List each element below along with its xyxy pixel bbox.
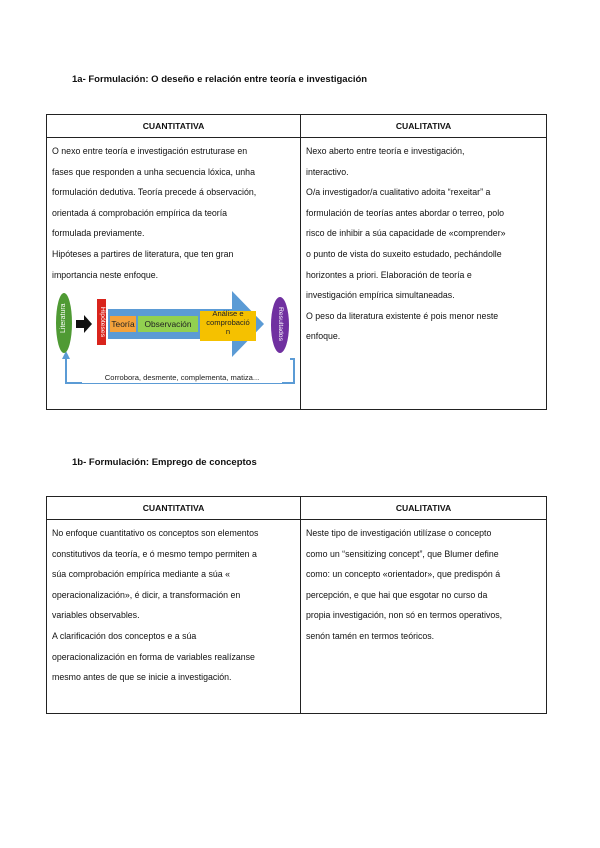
resultados-label: Resultados [277, 307, 284, 342]
text-line: formulación de teorías antes abordar o terreo, polo [306, 207, 505, 218]
table-b-header-quant: CUANTITATIVA [47, 497, 301, 520]
text-line: risco de inhibir a súa capacidade de «comprender» [306, 228, 506, 239]
text-line: operacionalización», é dicir, a transformación en [52, 589, 241, 600]
text-line: mesmo antes de que se inicie a investigación. [52, 672, 232, 683]
text-line: O nexo entre teoría e investigación estruturase en [52, 146, 248, 156]
text-line: O peso da literatura existente é pois menor neste [306, 310, 499, 321]
analise-label-line: comprobació [206, 318, 250, 328]
analise-label [200, 309, 256, 336]
text-line: o punto de vista do suxeito estudado, pechándolle [306, 248, 502, 259]
observacion-label: Observación [144, 319, 192, 330]
section-b-title: 1b- Formulación: Emprego de conceptos [72, 457, 257, 468]
literatura-label: Literatura [60, 303, 67, 334]
teoria-label: Teoría [111, 319, 135, 330]
table-a-header-qual: CUALITATIVA [301, 115, 547, 138]
text-line: como un “sensitizing concept”, que Blumer define [306, 548, 499, 559]
table-b-header-qual: CUALITATIVA [301, 497, 547, 520]
table-a [46, 114, 547, 410]
black-arrow [76, 315, 92, 333]
text-line: súa comprobación empírica mediante a súa « [52, 569, 230, 580]
text-line: importancia neste enfoque. [52, 269, 159, 280]
table-b [46, 496, 547, 714]
text-line: Hipóteses a partires de literatura, que ten gran [52, 248, 234, 259]
text-line: orientada á comprobación empírica da teoría [52, 207, 228, 218]
text-line: operacionalización en forma de variables realízanse [52, 651, 255, 662]
text-line: formulada previamente. [52, 228, 145, 239]
text-line: interactivo. [306, 166, 349, 177]
text-line: Nexo aberto entre teoría e investigación, [306, 146, 465, 156]
text-line: propia investigación, non só en termos operativos, [306, 610, 503, 621]
table-a-cell-quant [47, 138, 301, 410]
research-process-diagram [52, 287, 302, 397]
text-line: fases que responden a unha secuencia lóxica, unha [52, 166, 255, 177]
text-line: como: un concepto «orientador», que predispón á [306, 569, 501, 580]
text-line: percepción, e que hai que esgotar no curso da [306, 589, 488, 600]
section-a-title: 1a- Formulación: O deseño e relación entre teoría e investigación [72, 74, 368, 85]
table-b-cell-quant [47, 520, 301, 714]
text-line: formulación dedutiva. Teoría precede á observación, [52, 187, 257, 198]
text-line: variables observables. [52, 610, 140, 621]
text-line: No enfoque cuantitativo os conceptos son elementos [52, 528, 259, 538]
text-line: A clarificación dos conceptos e a súa [52, 630, 197, 641]
analise-label-line: Análise e [212, 309, 244, 319]
table-a-cell-qual [301, 138, 547, 410]
text-line: investigación empírica simultaneadas. [306, 290, 455, 301]
text-line: enfoque. [306, 331, 341, 342]
text-line: O/a investigador/a cualitativo adoita “rexeitar” a [306, 187, 491, 198]
text-line: constitutivos da teoría, e ó mesmo tempo permiten a [52, 548, 257, 559]
text-line: Neste tipo de investigación utilízase o concepto [306, 528, 492, 538]
text-line: senón tamén en termos teóricos. [306, 630, 435, 641]
table-a-header-quant: CUANTITATIVA [47, 115, 301, 138]
table-b-cell-qual [301, 520, 547, 714]
text-line: horizontes a priori. Elaboración de teoría e [306, 269, 472, 280]
analise-label-line: n [225, 327, 231, 337]
hipoteses-label: Hipóteses [99, 307, 106, 338]
feedback-label: Corrobora, desmente, complementa, matiza... [82, 373, 282, 383]
